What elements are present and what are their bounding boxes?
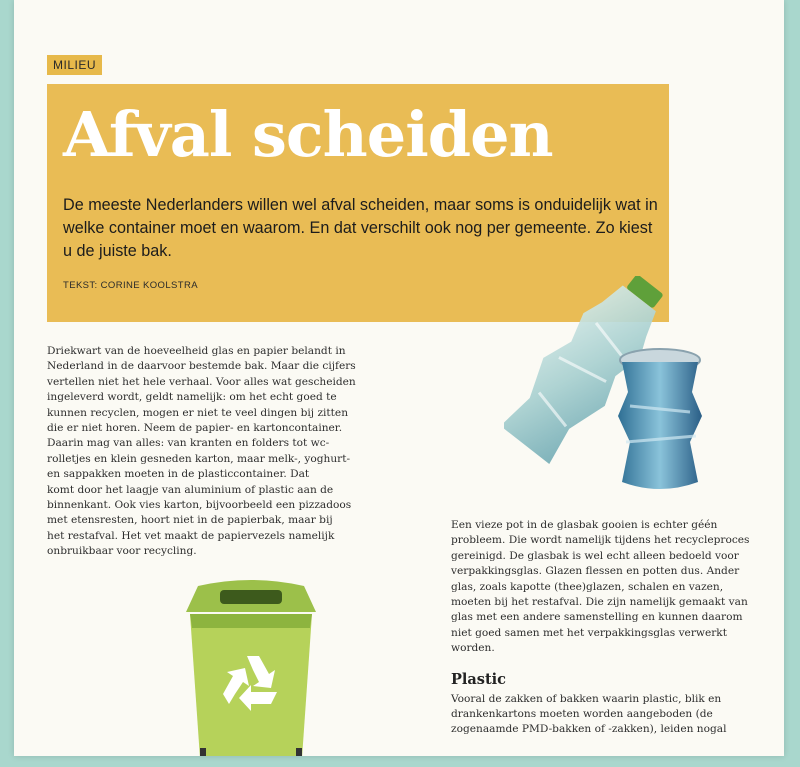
text-line: drankenkartons moeten worden aangeboden (de (451, 708, 713, 721)
text-line: worden. (451, 642, 495, 655)
text-line: vertellen niet het hele verhaal. Voor alles wat gescheiden (47, 375, 356, 388)
text-line: probleem. Die wordt namelijk tijdens het recycleproces (451, 534, 750, 547)
text-line: Nederland in de daarvoor bestemde bak. Maar die cijfers (47, 360, 356, 373)
section-tag: MILIEU (47, 55, 102, 75)
text-line: rolletjes en klein gesneden karton, maar melk-, yoghurt- (47, 452, 351, 465)
right-column (451, 518, 751, 738)
text-line: glas met een andere samenstelling en kunnen daarom (451, 611, 743, 624)
text-line: het restafval. Het vet maakt de papiervezels namelijk (47, 529, 335, 542)
text-line: ingeleverd wordt, geldt namelijk: om het echt goed te (47, 391, 337, 404)
text-line: niet goed samen met het verpakkingsglas verwerkt (451, 626, 727, 639)
text-line: komt door het laagje van aluminium of plastic aan de (47, 483, 334, 496)
left-column-text (47, 344, 392, 560)
text-line: binnenkant. Ook vies karton, bijvoorbeeld een pizzadoos (47, 499, 352, 512)
plastic-heading: Plastic (451, 670, 507, 688)
plastic-text (451, 692, 751, 738)
right-column-text (451, 518, 751, 657)
intro-text: De meeste Nederlanders willen wel afval scheiden, maar soms is onduidelijk wat in welke container moet en waarom. En dat verschilt ook nog per gemeente. Zo kiest u de juiste bak. (63, 196, 658, 260)
crushed-can-illustration (612, 346, 708, 496)
text-line: verpakkingsglas. Glazen flessen en potten dus. Ander (451, 565, 740, 578)
text-line: en sappakken moeten in de plasticcontainer. Dat (47, 468, 310, 481)
text-line: die er niet horen. Neem de papier- en kartoncontainer. (47, 422, 343, 435)
text-line: met etensresten, hoort niet in de papierbak, maar bij (47, 514, 333, 527)
recycling-bin-illustration (176, 578, 326, 756)
text-line: gereinigd. De glasbak is wel echt alleen bedoeld voor (451, 549, 739, 562)
text-line: Daarin mag van alles: van kranten en folders tot wc- (47, 437, 330, 450)
text-line: onbruikbaar voor recycling. (47, 545, 197, 558)
page-title: Afval scheiden (63, 98, 553, 171)
text-line: kunnen recyclen, mogen er niet te veel dingen bij zitten (47, 406, 349, 419)
text-line: Vooral de zakken of bakken waarin plastic, blik en (451, 692, 722, 705)
text-line: Driekwart van de hoeveelheid glas en papier belandt in (47, 345, 346, 357)
bleed-through-text (244, 46, 250, 65)
text-line: moeten bij het restafval. Die zijn namelijk gemaakt van (451, 596, 748, 609)
byline: TEKST: CORINE KOOLSTRA (63, 280, 198, 291)
text-line: Een vieze pot in de glasbak gooien is echter géén (451, 519, 718, 531)
left-column (47, 344, 392, 560)
text-line: zogenaamde PMD-bakken of -zakken), leiden nogal (451, 723, 727, 736)
magazine-page (14, 0, 784, 756)
text-line: glas, zoals kapotte (thee)glazen, schalen en vazen, (451, 580, 724, 593)
